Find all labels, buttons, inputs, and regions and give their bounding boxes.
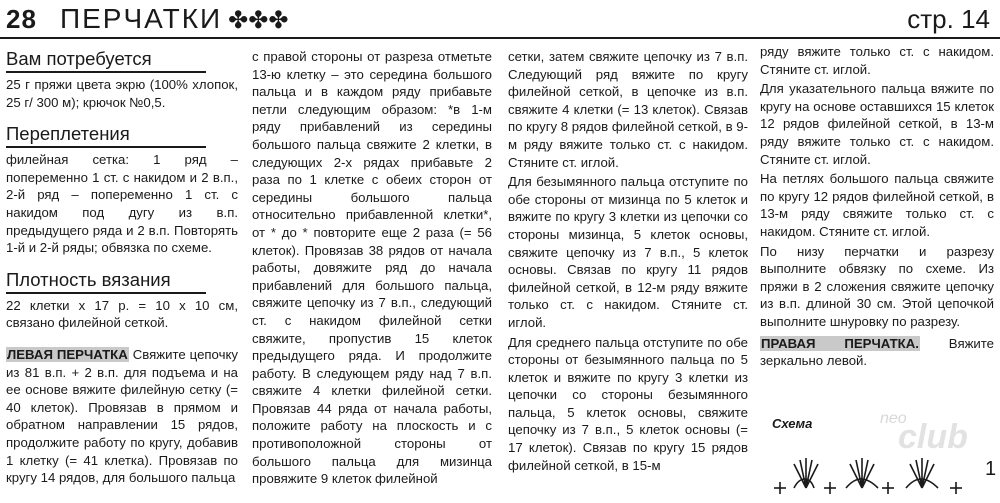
column-4 — [760, 43, 994, 372]
fan-shell — [850, 458, 874, 488]
diagram-number: 1 — [985, 458, 997, 480]
col2-paragraph: с правой стороны от разреза отметьте 13-ю клетку – это середина большого пальца и в каждом ряду прибавьте петли следующим образом: *в 1-м ряду прибавлений из середины большого пальца свяжите 2 клетки, в следующих 2-х рядах прибавьте 2 раза по 1 клетке с обеих сторон от середины большого пальца относительно прибавленной клетки*, от * до * повторите еще 2 раза (= 56 клеток). Провязав 38 рядов от начала работы, довяжите ряд до начала прибавлений для большого пальца, свяжите цепочку из 7 в.п., следующий ст. с накидом филейной сетки свяжите, пропустив 15 клеток предыдущего ряда. И продолжите работу. В следующем ряду над 7 в.п. свяжите 4 клетки филейной сетки. Провязав 44 ряда от начала работы, положите работу на плоскость и с противоположной стороны от большого пальца для мизинца провяжите 9 клеток филейной — [252, 49, 492, 487]
left-glove-paragraph — [6, 346, 238, 487]
col3-paragraph-2: Для безымянного пальца отступите по обе стороны от мизинца по 5 клеток и вяжите по кругу 3 клетки из цепочки со стороны мизинца, 5 клеток основы, свяжите цепочку из 7 в.п., 5 клеток основы. Связав по кругу 11 рядов филейной сеткой, в 12-м ряду вяжите только ст. с накидом. Стяните ст. иглой. — [508, 174, 748, 330]
page-number: 28 — [6, 4, 37, 34]
column-2 — [252, 48, 492, 490]
col4-paragraph-1: ряду вяжите только ст. с накидом. Стяните ст. иглой. — [760, 44, 994, 77]
col3-paragraph-1: сетки, затем свяжите цепочку из 7 в.п. Следующий ряд вяжите по кругу филейной сеткой, в цепочке из в.п. свяжите 4 клетки (= 13 клеток). Связав по кругу 8 рядов филейной сеткой, в 9-м ряду вяжите только ст. с накидом. Стяните ст. иглой. — [508, 49, 748, 170]
heading-underline — [6, 146, 206, 148]
fan-shell — [910, 458, 934, 488]
title-text: ПЕРЧАТКИ — [60, 3, 223, 34]
header-divider — [0, 37, 1000, 39]
left-glove-label: ЛЕВАЯ ПЕРЧАТКА — [7, 346, 128, 362]
density-text: 22 клетки x 17 р. = 10 x 10 см, связано филейной сеткой. — [6, 297, 238, 331]
weaves-text: филейная сетка: 1 ряд – попеременно 1 ст. с накидом и 2 в.п., 2-й ряд – попеременно 1 ст. с накидом под дугу из в.п. предыдущего ряда и 2 в.п. Повторять 1-й и 2-й ряды; обвязка по схеме. — [6, 152, 238, 256]
column-3 — [508, 48, 748, 476]
weaves-heading: Переплетения — [6, 123, 130, 145]
right-glove-text: Вяжите зеркально левой. — [760, 335, 994, 369]
diagram-strokes — [774, 458, 962, 494]
col4-paragraph-2: Для указательного пальца вяжите по кругу на основе оставшихся 15 клеток 12 рядов филейной сеткой, в 13-м ряду вяжите только ст. с накидом. Стяните ст. иглой. — [760, 81, 994, 167]
watermark-logo: club — [898, 418, 968, 456]
you-need-text: 25 г пряжи цвета экрю (100% хлопок, 25 г/ 300 м); крючок №0,5. — [6, 77, 238, 110]
column-1 — [6, 48, 238, 489]
page-title — [60, 3, 289, 35]
edging-diagram — [766, 448, 984, 498]
heading-underline — [6, 292, 206, 294]
you-need-heading: Вам потребуется — [6, 48, 152, 69]
watermark-small: neo — [880, 410, 907, 427]
page-header — [0, 0, 1000, 42]
page-reference: стр. 14 — [907, 4, 990, 34]
col3-paragraph-3: Для среднего пальца отступите по обе стороны от безымянного пальца по 5 клеток и вяжите по кругу 3 клетки из цепочки со стороны безымянного пальца, 5 клеток основы, свяжите цепочку из 7 в.п., 5 клеток основы (= 17 клеток). Связав по кругу 15 рядов филейной сеткой, в 15-м — [508, 334, 748, 473]
col4-paragraph-3: На петлях большого пальца свяжите по кругу 12 рядов филейной сеткой, в 13-м ряду свяжите только ст. с накидом. Стяните ст. иглой. — [760, 171, 994, 239]
density-heading: Плотность вязания — [6, 268, 171, 290]
right-glove-label: ПРАВАЯ ПЕРЧАТКА. — [761, 335, 919, 351]
left-glove-text: Свяжите цепочку из 81 в.п. + 2 в.п. для подъема и на ее основе вяжите филейную сетку (= 40 клеток). Провязав в прямом и обратном направлении 15 рядов, продолжите работу по кругу, добавив 1 клетку (= 41 клетка). Провязав по кругу 14 рядов, для большого пальца — [6, 346, 238, 486]
difficulty-stars-icon: ✤✤✤ — [228, 7, 289, 34]
heading-underline — [6, 71, 206, 73]
col4-paragraph-4: По низу перчатки и разрезу выполните обвязку по схеме. Из пряжи в 2 сложения свяжите цепочку из в.п. длиной 30 см. Этой цепочкой выполните шнуровку по разрезу. — [760, 243, 994, 329]
right-glove-paragraph — [760, 335, 994, 370]
schema-label: Схема — [772, 416, 813, 431]
